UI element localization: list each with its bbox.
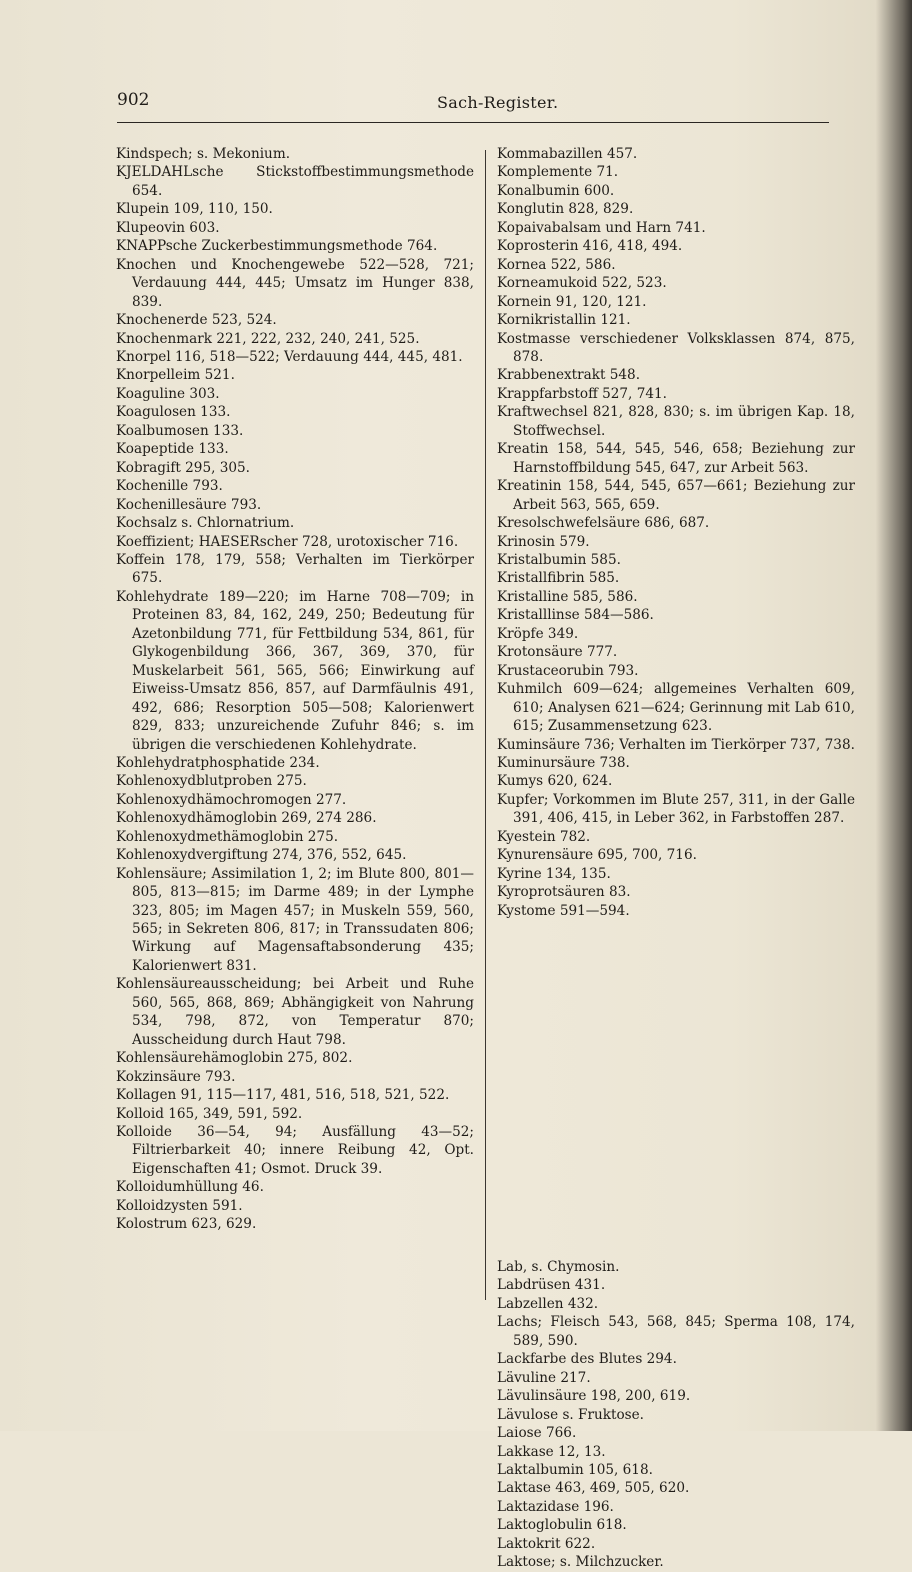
index-entry: Kolloide 36—54, 94; Ausfällung 43—52; Filtrierbarkeit 40; innere Reibung 42, Opt. Eigenschaften 41; Osmot. Druck 39. bbox=[116, 1124, 474, 1177]
left-index-column bbox=[116, 145, 474, 1234]
index-entry: Koalbumosen 133. bbox=[116, 422, 244, 439]
index-entry: Kyroprotsäuren 83. bbox=[497, 884, 631, 901]
index-entry: Kornea 522, 586. bbox=[497, 256, 616, 273]
page-header bbox=[117, 90, 897, 120]
index-entry: Koeffizient; HAESERscher 728, urotoxischer 716. bbox=[116, 533, 459, 550]
index-entry: Kreatinin 158, 544, 545, 657—661; Beziehung zur Arbeit 563, 565, 659. bbox=[497, 478, 855, 513]
index-entry: Knorpelleim 521. bbox=[116, 367, 235, 384]
index-entry: Lävulinsäure 198, 200, 619. bbox=[497, 1388, 691, 1405]
index-entry: Kynurensäure 695, 700, 716. bbox=[497, 847, 697, 864]
index-entry: Koagulosen 133. bbox=[116, 404, 231, 421]
index-entry: Laiose 766. bbox=[497, 1425, 577, 1442]
index-entry: Koaguline 303. bbox=[116, 385, 220, 402]
index-entry: Kyrine 134, 135. bbox=[497, 865, 611, 882]
index-entry: Krustaceorubin 793. bbox=[497, 662, 639, 679]
index-entry: Knochen und Knochengewebe 522—528, 721; Verdauung 444, 445; Umsatz im Hunger 838, 839. bbox=[116, 256, 474, 310]
index-entry: Lävulose s. Fruktose. bbox=[497, 1406, 644, 1423]
index-entry: Kristalllinse 584—586. bbox=[497, 607, 654, 624]
index-entry: Krabbenextrakt 548. bbox=[497, 367, 641, 384]
index-entry: Kristalbumin 585. bbox=[497, 551, 621, 568]
index-entry: Klupeovin 603. bbox=[116, 219, 220, 236]
index-entry: Konglutin 828, 829. bbox=[497, 201, 634, 218]
index-entry: Lakkase 12, 13. bbox=[497, 1443, 606, 1460]
index-entry: Kreatin 158, 544, 545, 546, 658; Beziehung zur Harnstoffbildung 545, 647, zur Arbeit 563. bbox=[497, 441, 855, 476]
index-entry: Knochenmark 221, 222, 232, 240, 241, 525. bbox=[116, 330, 420, 347]
index-entry: Laktoglobulin 618. bbox=[497, 1517, 627, 1534]
index-entry: Koprosterin 416, 418, 494. bbox=[497, 238, 683, 255]
index-entry: Krinosin 579. bbox=[497, 533, 590, 550]
index-entry: Kokzinsäure 793. bbox=[116, 1068, 236, 1085]
index-entry: Konalbumin 600. bbox=[497, 182, 615, 199]
index-entry: Klupein 109, 110, 150. bbox=[116, 201, 273, 218]
index-entry: Kochsalz s. Chlornatrium. bbox=[116, 515, 295, 532]
index-entry: Korneamukoid 522, 523. bbox=[497, 275, 667, 292]
index-entry: Kohlensäureausscheidung; bei Arbeit und Ruhe 560, 565, 868, 869; Abhängigkeit von Nahrung 534, 798, 872, von Temperatur 870; Ausscheidung durch Haut 798. bbox=[116, 976, 474, 1048]
index-entry: Laktokrit 622. bbox=[497, 1535, 596, 1552]
index-entry: Kresolschwefelsäure 686, 687. bbox=[497, 515, 710, 532]
index-entry: Kuhmilch 609—624; allgemeines Verhalten 609, 610; Analysen 621—624; Gerinnung mit Lab 610, 615; Zusammensetzung 623. bbox=[497, 681, 855, 735]
index-entry: Kornikristallin 121. bbox=[497, 312, 631, 329]
index-entry: KJELDAHLsche Stickstoffbestimmungsmethode 654. bbox=[116, 164, 474, 199]
column-divider bbox=[485, 150, 486, 1300]
index-entry: Koapeptide 133. bbox=[116, 441, 229, 458]
index-entry: Lachs; Fleisch 543, 568, 845; Sperma 108, 174, 589, 590. bbox=[497, 1314, 855, 1349]
index-entry: Kohlenoxydvergiftung 274, 376, 552, 645. bbox=[116, 847, 407, 864]
index-entry: Knorpel 116, 518—522; Verdauung 444, 445, 481. bbox=[116, 348, 463, 365]
index-entry: Kyestein 782. bbox=[497, 828, 591, 845]
index-entry: Kystome 591—594. bbox=[497, 902, 630, 919]
index-entry: Kornein 91, 120, 121. bbox=[497, 293, 647, 310]
index-entry: Kumys 620, 624. bbox=[497, 773, 613, 790]
index-entry: Kopaivabalsam und Harn 741. bbox=[497, 219, 706, 236]
index-entry: Kobragift 295, 305. bbox=[116, 459, 250, 476]
index-entry: Kröpfe 349. bbox=[497, 625, 579, 642]
index-entry: Kohlensäure; Assimilation 1, 2; im Blute 800, 801—805, 813—815; im Darme 489; in der Lymphe 323, 805; im Magen 457; in Muskeln 559, 560, 565; in Sekreten 806, 817; in Transsudaten 806; Wirkung auf Magensaftabsonderung 435; Kalorienwert 831. bbox=[116, 865, 474, 974]
index-entry: Kohlehydrate 189—220; im Harne 708—709; in Proteinen 83, 84, 162, 249, 250; Bedeutung für Azetonbildung 771, für Fettbildung 534, 861, für Glykogenbildung 366, 367, 369, 370, für Muskelarbeit 561, 565, 566; Einwirkung auf Eiweiss-Umsatz 856, 857, auf Darmfäulnis 491, 492, 686; Resorption 505—508; Kalorienwert 829, 833; unzureichende Zufuhr 846; s. im übrigen die verschiedenen Kohlehydrate. bbox=[116, 588, 474, 753]
index-entry: Kollagen 91, 115—117, 481, 516, 518, 521, 522. bbox=[116, 1087, 450, 1104]
index-entry: Kuminsäure 736; Verhalten im Tierkörper 737, 738. bbox=[497, 736, 855, 753]
index-entry: Kommabazillen 457. bbox=[497, 146, 638, 162]
index-entry: Kindspech; s. Mekonium. bbox=[116, 146, 291, 162]
index-entry: Krappfarbstoff 527, 741. bbox=[497, 385, 667, 402]
index-entry: Laktalbumin 105, 618. bbox=[497, 1462, 653, 1479]
index-entry: KNAPPsche Zuckerbestimmungsmethode 764. bbox=[116, 238, 438, 255]
index-entry: Kohlenoxydmethämoglobin 275. bbox=[116, 828, 339, 845]
index-entry: Laktazidase 196. bbox=[497, 1498, 614, 1515]
index-entry: Kochenille 793. bbox=[116, 478, 223, 495]
index-entry: Kohlensäurehämoglobin 275, 802. bbox=[116, 1050, 353, 1067]
index-entry: Kraftwechsel 821, 828, 830; s. im übrigen Kap. 18, Stoffwechsel. bbox=[497, 404, 855, 439]
index-entry: Kolloidumhüllung 46. bbox=[116, 1179, 264, 1196]
index-entry: Koffein 178, 179, 558; Verhalten im Tierkörper 675. bbox=[116, 551, 474, 587]
section-gap bbox=[497, 920, 855, 1258]
index-entry: Krotonsäure 777. bbox=[497, 644, 618, 661]
index-entry: Lackfarbe des Blutes 294. bbox=[497, 1351, 677, 1368]
index-entry: Kolloid 165, 349, 591, 592. bbox=[116, 1105, 303, 1122]
index-entry: Kochenillesäure 793. bbox=[116, 496, 262, 513]
index-entry: Labdrüsen 431. bbox=[497, 1277, 606, 1294]
index-entry: Kolloidzysten 591. bbox=[116, 1197, 243, 1214]
index-entry: Lävuline 217. bbox=[497, 1369, 591, 1386]
index-entry: Kuminursäure 738. bbox=[497, 754, 630, 771]
index-entry: Kolostrum 623, 629. bbox=[116, 1216, 257, 1233]
index-entry: Kohlenoxydblutproben 275. bbox=[116, 773, 307, 790]
index-entry: Komplemente 71. bbox=[497, 164, 619, 181]
index-section-l bbox=[497, 1258, 855, 1572]
index-section-k bbox=[497, 145, 855, 920]
index-entry: Kristalline 585, 586. bbox=[497, 588, 638, 605]
index-entry: Knochenerde 523, 524. bbox=[116, 312, 277, 329]
index-entry: Kohlenoxydhämoglobin 269, 274 286. bbox=[116, 810, 377, 827]
right-index-column bbox=[497, 145, 855, 1572]
index-entry: Kupfer; Vorkommen im Blute 257, 311, in der Galle 391, 406, 415, in Leber 362, in Farbstoffen 287. bbox=[497, 791, 855, 827]
index-entry: Lab, s. Chymosin. bbox=[497, 1259, 620, 1276]
index-entry: Laktose; s. Milchzucker. bbox=[497, 1554, 664, 1571]
index-entry: Kohlehydratphosphatide 234. bbox=[116, 754, 320, 771]
index-entry: Kristallfibrin 585. bbox=[497, 570, 620, 587]
index-entry: Kohlenoxydhämochromogen 277. bbox=[116, 791, 347, 808]
page-title: Sach-Register. bbox=[437, 93, 559, 112]
header-rule bbox=[117, 122, 829, 123]
index-entry: Kostmasse verschiedener Volksklassen 874, 875, 878. bbox=[497, 330, 855, 365]
index-entry: Laktase 463, 469, 505, 620. bbox=[497, 1480, 690, 1497]
page-number: 902 bbox=[117, 90, 150, 110]
index-entry: Labzellen 432. bbox=[497, 1295, 599, 1312]
